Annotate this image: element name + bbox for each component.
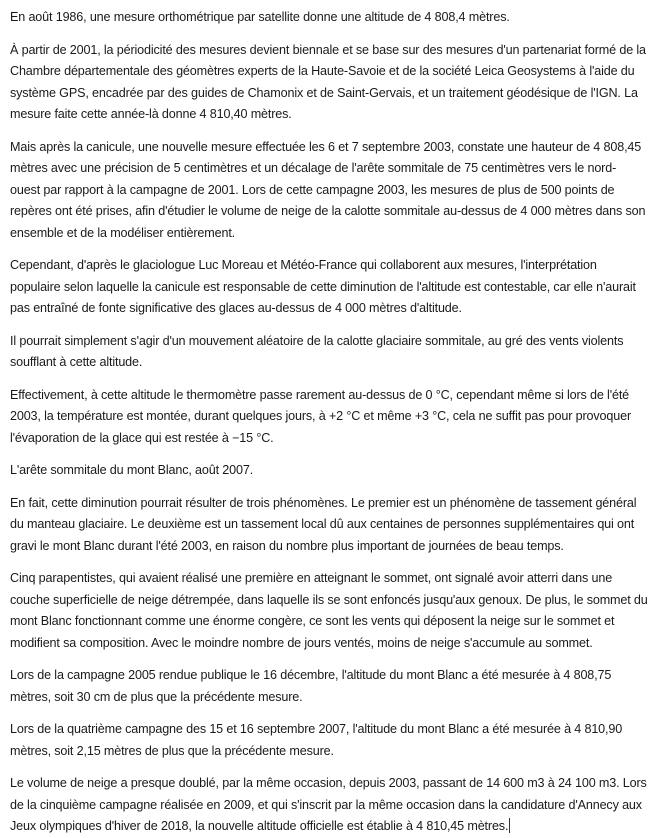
text-line: ouest par rapport à la campagne de 2001. Lors de cette campagne 2003, les mesures de plus de 500 points de — [10, 182, 615, 197]
text-line: repères ont été prises, afin d'étudier le volume de neige de la calotte sommitale au-dessus de 4 000 mètres dans son — [10, 204, 646, 218]
text-line: mètres avec une précision de 5 centimètres et un décalage de l'arête sommitale de 75 centimètres vers le nord- — [10, 161, 617, 175]
paragraph — [10, 331, 649, 374]
text-line: En fait, cette diminution pourrait résulter de trois phénomènes. Le premier est un phénomène de tassement général — [10, 495, 637, 510]
text-line: du manteau glaciaire. Le deuxième est un tassement local dû aux centaines de personnes supplémentaires qui ont — [10, 517, 635, 531]
text-line: ensemble et de la modéliser entièrement. — [10, 225, 236, 240]
text-cursor — [509, 818, 510, 833]
text-line: En août 1986, une mesure orthométrique par satellite donne une altitude de 4 808,4 mètres. — [10, 10, 510, 24]
paragraph — [10, 255, 649, 320]
text-line: Chambre départementale des géomètres experts de la Haute-Savoie et de la société Leica Geosystems à l'aide du — [10, 64, 635, 78]
text-line: système GPS, encadrée par des guides de Chamonix et de Saint-Gervais, et un traitement géodésique de l'IGN. La — [10, 85, 638, 100]
paragraph — [10, 40, 649, 126]
text-line: modifient sa composition. Avec le moindre nombre de jours ventés, moins de neige s'accumule au sommet. — [10, 635, 593, 650]
text-line: mètres, soit 30 cm de plus que la précédente mesure. — [10, 689, 303, 704]
text-line: soufflant à cette altitude. — [10, 355, 143, 369]
text-line: populaire selon laquelle la canicule est responsable de cette diminution de l'altitude est contestable, car elle n'aurait — [10, 279, 636, 294]
text-line: L'arête sommitale du mont Blanc, août 2007. — [10, 463, 254, 477]
text-line: Cependant, d'après le glaciologue Luc Moreau et Météo-France qui collaborent aux mesures, l'interprétation — [10, 258, 597, 272]
paragraph — [10, 385, 649, 450]
paragraph — [10, 137, 649, 245]
text-line: À partir de 2001, la périodicité des mesures devient biennale et se base sur des mesures d'un partenariat formé de la — [10, 42, 646, 57]
text-line: mont Blanc fonctionnant comme une énorme congère, ce sont les vents qui déposent la neige sur le sommet et — [10, 614, 615, 628]
text-line: mesure faite cette année-là donne 4 810,40 mètres. — [10, 107, 292, 121]
text-line: Le volume de neige a presque doublé, par la même occasion, depuis 2003, passant de 14 600 m3 à 24 100 m3. Lors — [10, 776, 647, 790]
paragraph — [10, 493, 649, 558]
paragraph — [10, 568, 649, 654]
text-line: gravi le mont Blanc durant l'été 2003, en raison du nombre plus important de journées de beau temps. — [10, 538, 564, 553]
paragraph — [10, 773, 649, 838]
paragraph — [10, 719, 649, 762]
text-line: Lors de la quatrième campagne des 15 et 16 septembre 2007, l'altitude du mont Blanc a été mesurée à 4 810,90 — [10, 722, 623, 736]
text-line: pas entraîné de fonte significative des glaces au-dessus de 4 000 mètres d'altitude. — [10, 301, 462, 315]
text-line: Effectivement, à cette altitude le thermomètre passe rarement au-dessus de 0 °C, cependant même si lors de l'été — [10, 387, 630, 402]
text-line: 2003, la température est montée, durant quelques jours, à +2 °C et même +3 °C, cela ne suffit pas pour provoquer — [10, 409, 631, 423]
text-line: couche superficielle de neige détrempée, dans laquelle ils se sont enfoncés jusqu'aux genoux. De plus, le sommet du — [10, 592, 648, 607]
text-line: Il pourrait simplement s'agir d'un mouvement aléatoire de la calotte glaciaire sommitale, au gré des vents violents — [10, 333, 624, 348]
text-line: Lors de la campagne 2005 rendue publique le 16 décembre, l'altitude du mont Blanc a été mesurée à 4 808,75 — [10, 668, 612, 682]
text-line: Jeux olympiques d'hiver de 2018, la nouvelle altitude officielle est établie à 4 810,45 mètres. — [10, 819, 509, 833]
paragraph — [10, 665, 649, 708]
paragraph — [10, 7, 649, 29]
paragraph — [10, 460, 649, 482]
text-line: mètres, soit 2,15 mètres de plus que la précédente mesure. — [10, 743, 334, 758]
text-line: l'évaporation de la glace qui est restée à −15 °C. — [10, 430, 274, 445]
text-line: de la cinquième campagne réalisée en 2009, et qui s'inscrit par la même occasion dans la candidature d'Annecy aux — [10, 797, 642, 812]
text-line: Mais après la canicule, une nouvelle mesure effectuée les 6 et 7 septembre 2003, constate une hauteur de 4 808,45 — [10, 139, 642, 154]
text-line: Cinq parapentistes, qui avaient réalisé une première en atteignant le sommet, ont signalé avoir atterri dans une — [10, 571, 613, 585]
